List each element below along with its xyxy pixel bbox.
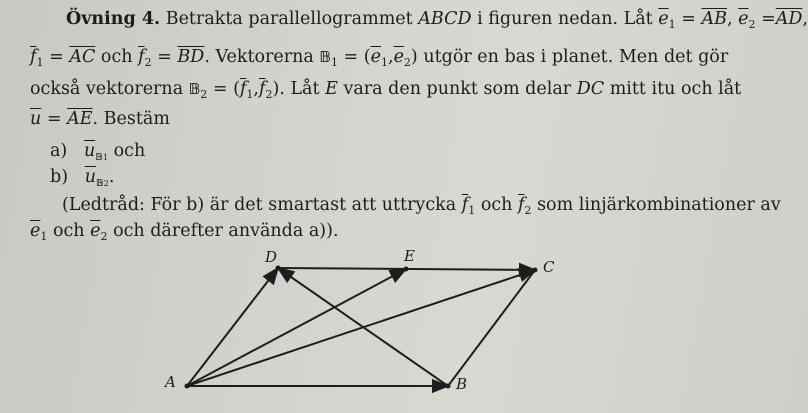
exercise-heading: Övning 4. — [66, 9, 161, 29]
parallelogram-name: ABCD — [418, 9, 472, 29]
segment-dc: DC — [576, 79, 605, 99]
segment-bc — [448, 270, 535, 386]
point-a — [185, 384, 190, 389]
parallelogram-figure — [150, 245, 570, 405]
vector-ab: $\overline{AB}$ — [701, 9, 727, 29]
label-d: D — [265, 248, 278, 266]
point-e — [404, 267, 409, 272]
arrow-ad — [187, 268, 278, 386]
vector-bd: $\overline{BD}$ — [177, 47, 205, 67]
item-a: a) $\overline{u}_{𝔹1}$ och — [50, 141, 146, 163]
exercise-line-2: $\overline{f}_1 = \overline{AC}$ och $\overline{f}_2 = \overline{BD}$. Vektorerna 𝔹$_1$ = $(\overline{e}_1,\overline{e}_2)$ utgör en bas i planet. Men det gör — [30, 47, 729, 69]
vector-ac: $\overline{AC}$ — [69, 47, 96, 67]
label-e: E — [404, 247, 415, 265]
exercise-line-4: $\overline{u} = \overline{AE}$. Bestäm — [30, 109, 170, 129]
point-c — [533, 268, 538, 273]
point-e-ref: E — [325, 79, 338, 99]
point-b — [446, 384, 451, 389]
label-c: C — [543, 258, 555, 276]
arrow-bd — [278, 268, 448, 386]
exercise-line-1: Övning 4. Betrakta parallellogrammet ABCD i figuren nedan. Låt $\overline{e}_1 = \overline{AB}$, $\overline{e}_2 =\overline{AD}$, — [66, 9, 808, 31]
exercise-line-3: också vektorerna 𝔹$_2$ = $(\overline{f}_1,\overline{f}_2)$. Låt E vara den punkt som delar DC mitt itu och låt — [30, 79, 742, 101]
label-a: A — [165, 373, 176, 391]
vector-ae: $\overline{AE}$ — [67, 109, 93, 129]
item-b: b) $\overline{u}_{𝔹2}$. — [50, 167, 115, 189]
arrow-ac — [187, 270, 535, 386]
point-d — [276, 266, 281, 271]
hint-line-2: $\overline{e}_1$ och $\overline{e}_2$ och därefter använda a)). — [30, 221, 339, 243]
hint-line-1: (Ledtråd: För b) är det smartast att uttrycka $\overline{f}_1$ och $\overline{f}_2$ som linjärkombinationer av — [62, 195, 781, 217]
arrow-ae — [187, 269, 406, 386]
vector-ad: $\overline{AD}$ — [775, 9, 803, 29]
label-b: B — [456, 375, 468, 393]
